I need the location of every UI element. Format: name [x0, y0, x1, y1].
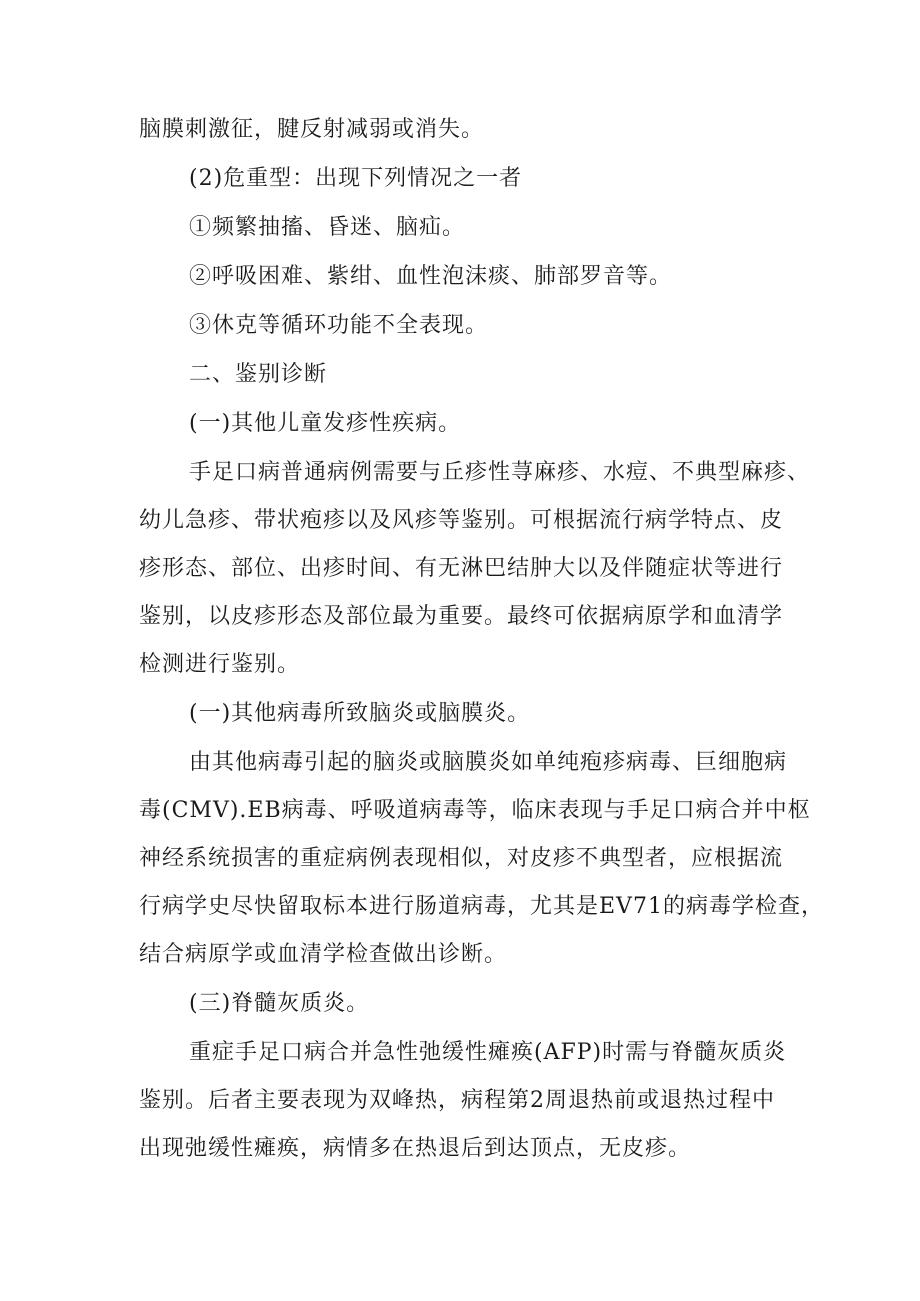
text-line: 行病学史尽快留取标本进行肠道病毒，尤其是EV71的病毒学检查，: [139, 894, 824, 919]
subheading-viral-encephalitis: [189, 690, 849, 738]
text-line: 手足口病普通病例需要与丘疹性荨麻疹、水痘、不典型麻疹、: [189, 460, 811, 485]
subheading-rash-diseases: [189, 400, 849, 448]
paragraph-meningeal-signs: [139, 106, 799, 154]
text-line: (2)危重型：出现下列情况之一者: [189, 166, 523, 191]
list-item-1: [189, 204, 849, 252]
text-line: (一)其他儿童发疹性疾病。: [189, 411, 462, 436]
text-line: 鉴别，以皮疹形态及部位最为重要。最终可依据病原学和血清学: [139, 604, 784, 629]
paragraph-poliomyelitis: [139, 1029, 799, 1173]
text-line: 二、鉴别诊断: [189, 362, 328, 387]
text-line: 检测进行鉴别。: [139, 652, 301, 677]
text-line: 重症手足口病合并急性弛缓性瘫痪(AFP)时需与脊髓灰质炎: [189, 1040, 787, 1065]
text-line: (三)脊髓灰质炎。: [189, 991, 370, 1016]
section-heading-differential-diagnosis: [189, 351, 849, 399]
text-line: ③休克等循环功能不全表现。: [189, 313, 489, 338]
text-line: (一)其他病毒所致脑炎或脑膜炎。: [189, 701, 531, 726]
subheading-poliomyelitis: [189, 980, 849, 1028]
paragraph-viral-encephalitis: [139, 739, 824, 979]
list-item-2: [189, 253, 849, 301]
text-line: ②呼吸困难、紫绀、血性泡沫痰、肺部罗音等。: [189, 264, 673, 289]
text-line: 脑膜刺激征，腱反射减弱或消失。: [139, 117, 485, 142]
text-line: 毒(CMV).EB病毒、呼吸道病毒等，临床表现与手足口病合并中枢: [139, 798, 811, 823]
text-line: 出现弛缓性瘫痪，病情多在热退后到达顶点，无皮疹。: [139, 1136, 692, 1161]
heading-critical-type: [189, 155, 849, 203]
text-line: ①频繁抽搐、昏迷、脑疝。: [189, 215, 466, 240]
text-line: 疹形态、部位、出疹时间、有无淋巴结肿大以及伴随症状等进行: [139, 556, 784, 581]
paragraph-rash-differential: [139, 449, 811, 689]
text-line: 幼儿急疹、带状疱疹以及风疹等鉴别。可根据流行病学特点、皮: [139, 508, 784, 533]
text-line: 由其他病毒引起的脑炎或脑膜炎如单纯疱疹病毒、巨细胞病: [189, 750, 788, 775]
text-line: 神经系统损害的重症病例表现相似，对皮疹不典型者，应根据流: [139, 846, 784, 871]
list-item-3: [189, 302, 849, 350]
text-line: 结合病原学或血清学检查做出诊断。: [139, 942, 508, 967]
text-line: 鉴别。后者主要表现为双峰热，病程第2周退热前或退热过程中: [139, 1088, 775, 1113]
